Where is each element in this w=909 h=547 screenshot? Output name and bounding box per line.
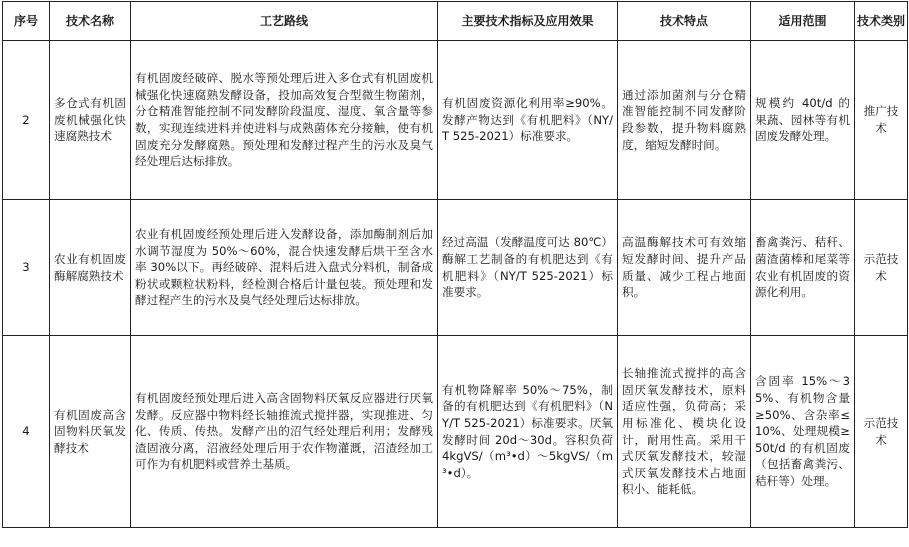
cell-features: 长轴推流式搅拌的高含固厌氧发酵技术，原料适应性强，负荷高；采用标准化、模块化设计，耐用性高。采用干式厌氧发酵技术，较湿式厌氧发酵技术占地面积小、能耗低。 (618, 336, 751, 528)
cell-scope: 畜禽粪污、秸秆、菌渣菌棒和尾菜等农业有机固废的资源化利用。 (751, 200, 855, 336)
cell-indicators: 有机物降解率 50%～75%，制备的有机肥达到《有机肥料》（NY/T 525-2021）标准要求。厌氧发酵时间 20d～30d。容积负荷 4kgVS/（m³•d）～5kgVS/（m³•d）。 (438, 336, 618, 528)
cell-features: 高温酶解技术可有效缩短发酵时间、提升产品质量、减少工程占地面积。 (618, 200, 751, 336)
table-row (3, 41, 908, 200)
cell-category: 推广技术 (855, 41, 908, 200)
cell-no: 3 (3, 200, 50, 336)
cell-no: 4 (3, 336, 50, 528)
cell-scope: 规模约 40t/d 的果蔬、园林等有机固废发酵处理。 (751, 41, 855, 200)
cell-no: 2 (3, 41, 50, 200)
table-header-row (3, 2, 908, 41)
header-features: 技术特点 (618, 2, 751, 41)
header-no: 序号 (3, 2, 50, 41)
cell-name: 有机固废高含固物料厌氧发酵技术 (50, 336, 131, 528)
header-name: 技术名称 (50, 2, 131, 41)
header-category: 技术类别 (855, 2, 908, 41)
cell-indicators: 有机固废资源化利用率≥90%。发酵产物达到《有机肥料》（NY/T 525-2021）标准要求。 (438, 41, 618, 200)
table-row (3, 200, 908, 336)
header-indicators: 主要技术指标及应用效果 (438, 2, 618, 41)
header-scope: 适用范围 (751, 2, 855, 41)
cell-scope: 含固率 15%～35%、有机物含量≥50%、含杂率≤10%、处理规模≥50t/d 的有机固废（包括畜禽粪污、秸秆等）处理。 (751, 336, 855, 528)
table-row (3, 336, 908, 528)
cell-category: 示范技术 (855, 336, 908, 528)
cell-category: 示范技术 (855, 200, 908, 336)
cell-process: 农业有机固废经预处理后进入发酵设备，添加酶制剂后加水调节湿度为 50%～60%，混合快速发酵后烘干至含水率 30%以下。再经破碎、混料后进入盘式分料机，制备成粉状或颗粒状粉料，经检测合格后计量包装。预处理和发酵过程产生的污水及臭气经处理后达标排放。 (131, 200, 438, 336)
cell-features: 通过添加菌剂与分仓精准智能控制不同发酵阶段参数，提升物料腐熟度，缩短发酵时间。 (618, 41, 751, 200)
cell-process: 有机固废经破碎、脱水等预处理后进入多仓式有机固废机械强化快速腐熟发酵设备，投加高效复合型微生物菌剂，分仓精准智能控制不同发酵阶段温度、湿度、氧含量等参数，实现连续进料并使进料与成熟菌体充分接触，使有机固废充分发酵腐熟。预处理和发酵过程产生的污水及臭气经处理后达标排放。 (131, 41, 438, 200)
cell-name: 多仓式有机固废机械强化快速腐熟技术 (50, 41, 131, 200)
cell-process: 有机固废经预处理后进入高含固物料厌氧反应器进行厌氧发酵。反应器中物料经长轴推流式搅拌器，实现推进、匀化、传质、传热。发酵产出的沼气经处理后利用；发酵残渣固液分离，沼液经处理后用于农作物灌溉，沼渣经加工可作为有机肥料或营养土基质。 (131, 336, 438, 528)
cell-name: 农业有机固废酶解腐熟技术 (50, 200, 131, 336)
header-process: 工艺路线 (131, 2, 438, 41)
cell-indicators: 经过高温（发酵温度可达 80℃）酶解工艺制备的有机肥达到《有机肥料》（NY/T 525-2021）标准要求。 (438, 200, 618, 336)
technology-table (2, 1, 908, 528)
